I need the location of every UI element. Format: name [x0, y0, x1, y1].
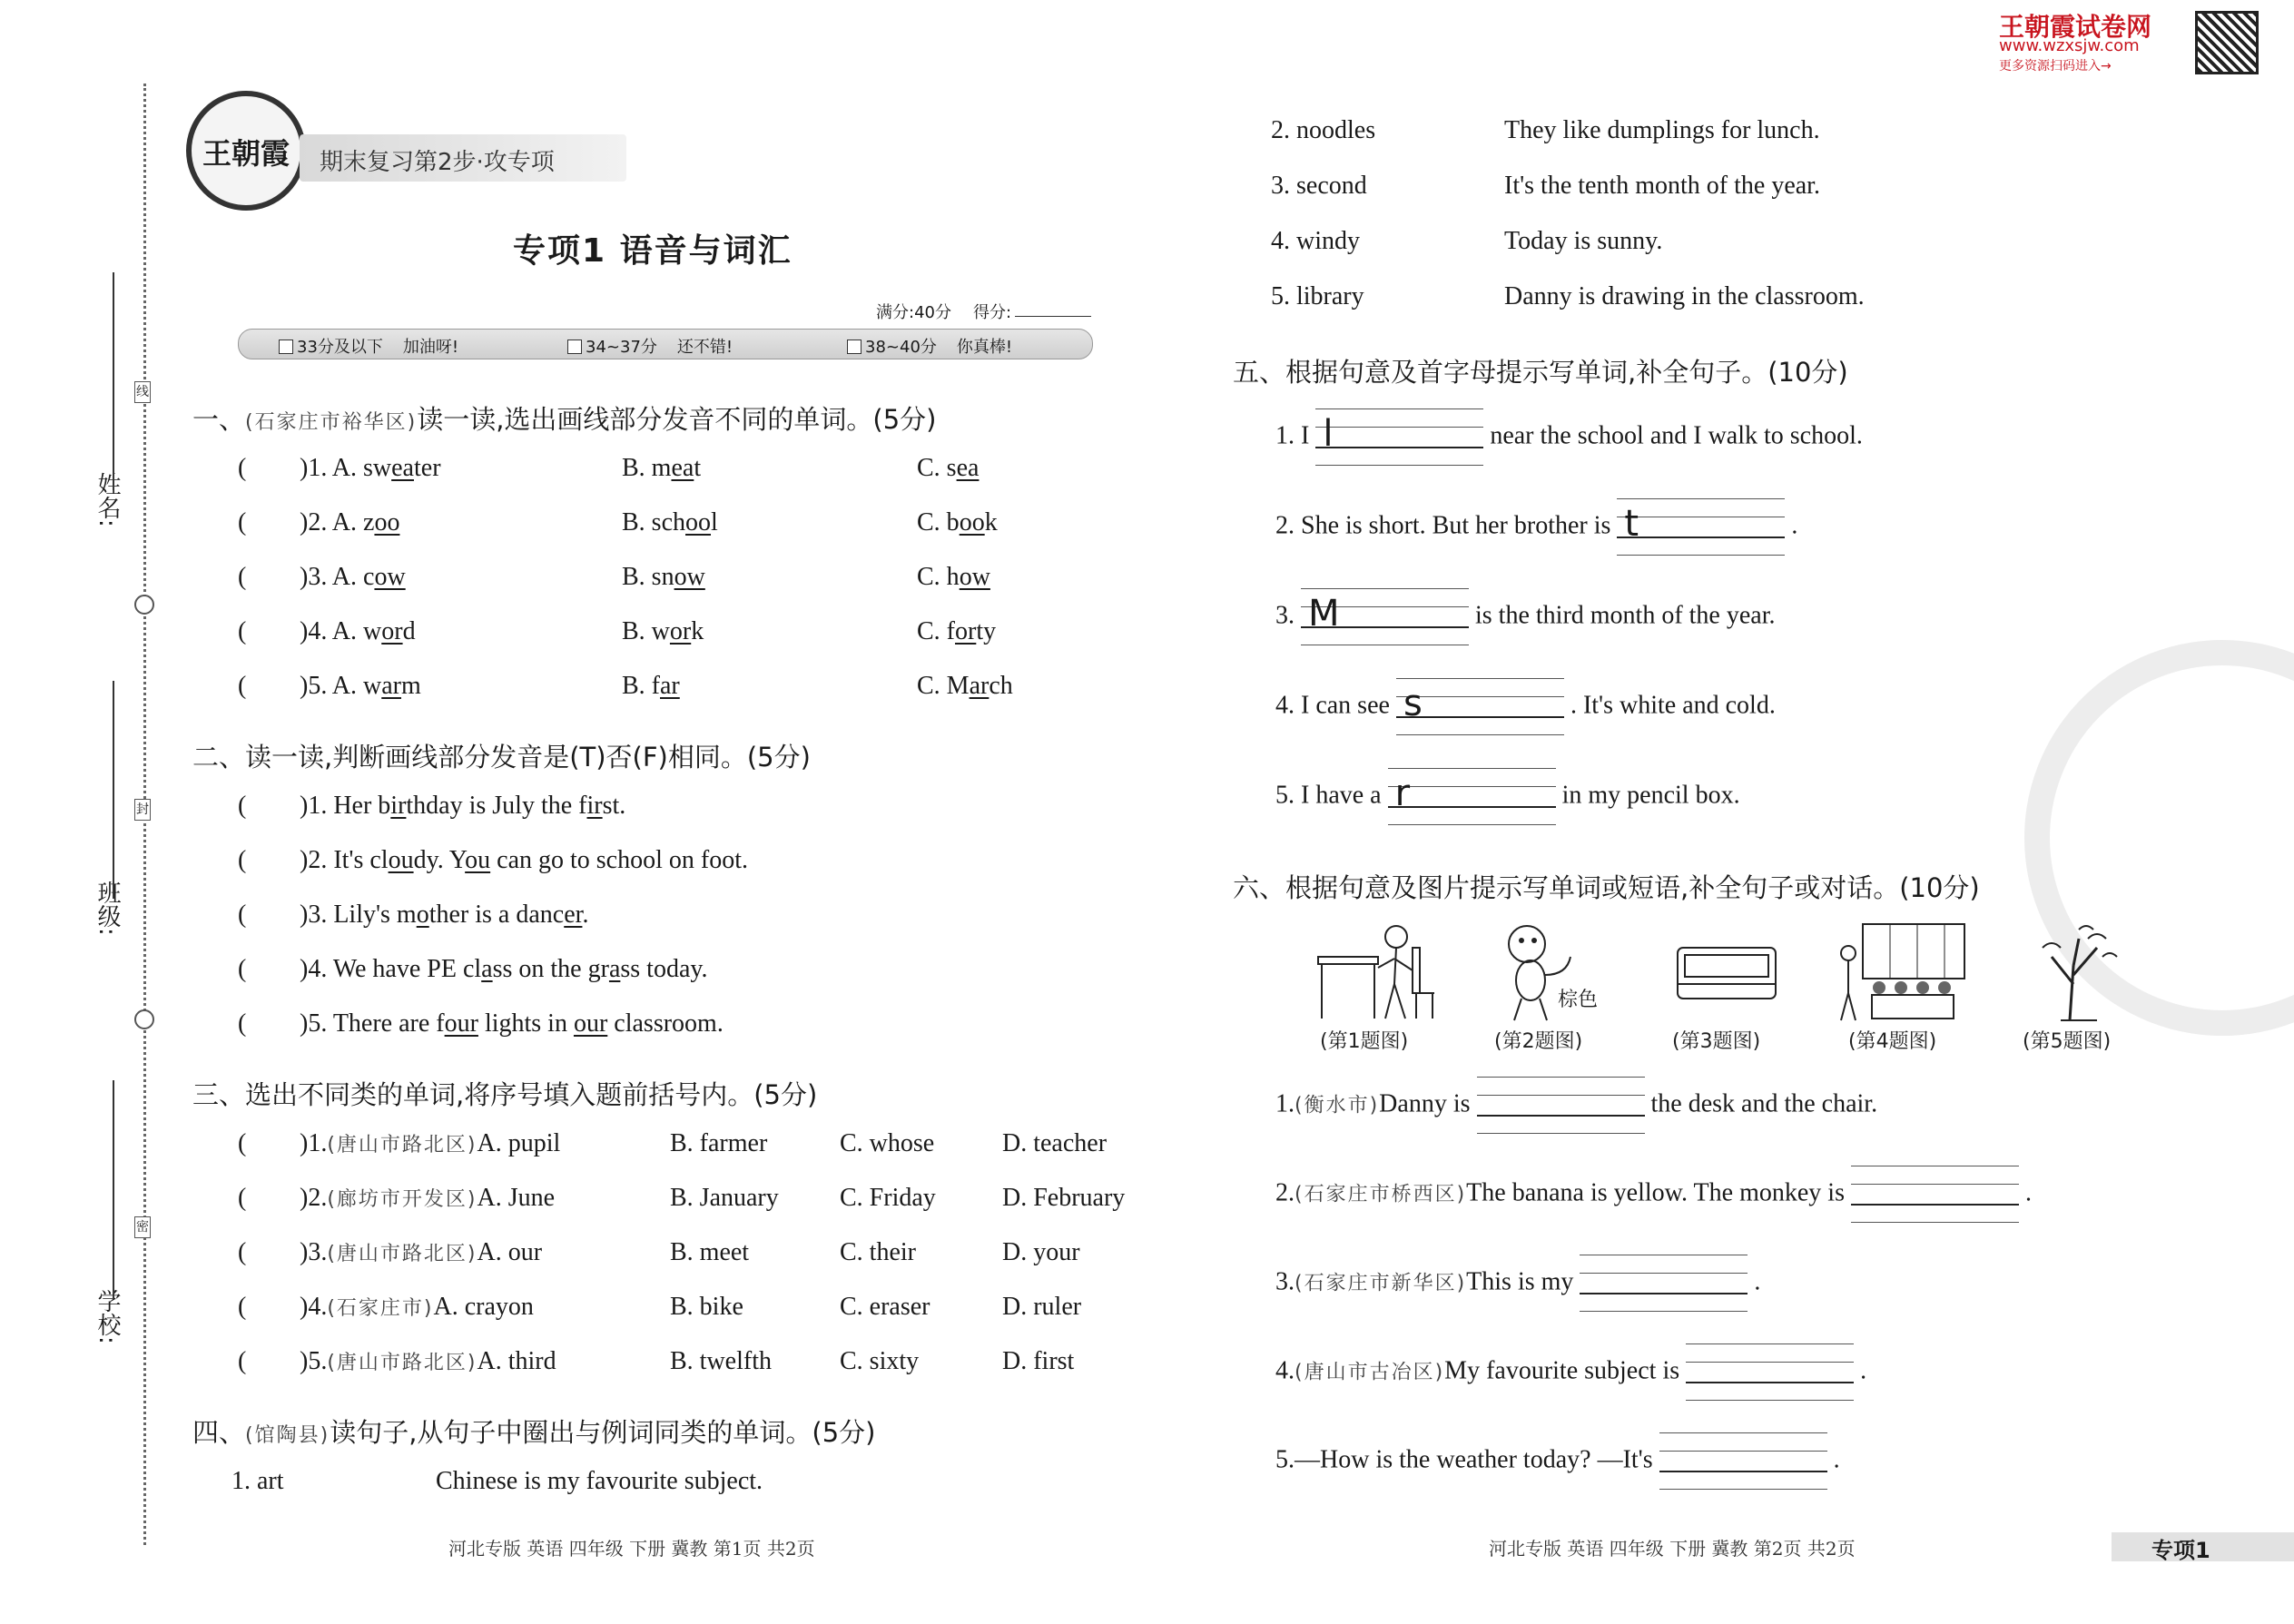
word-part: ty	[976, 617, 997, 645]
option-b: B. farmer	[670, 1129, 768, 1157]
picture-caption: (第4题图)	[1848, 1030, 1937, 1053]
fill-sentence	[1275, 768, 1740, 826]
footer-left: 河北专版 英语 四年级 下册 冀教 第1页 共2页	[448, 1538, 815, 1560]
school-field[interactable]	[113, 1080, 114, 1298]
option-b: B. twelfth	[670, 1347, 772, 1375]
section1-heading: 一、(石家庄市裕华区)读一读,选出画线部分发音不同的单词。(5分)	[192, 404, 937, 435]
item-number: 2.	[1275, 1178, 1295, 1207]
word-part: k	[984, 508, 998, 536]
word-part: m	[401, 672, 421, 700]
word-part: C. h	[917, 563, 960, 591]
school-label: 学校:	[94, 1289, 121, 1344]
binding-hole-icon	[134, 1009, 154, 1029]
option-b	[622, 508, 718, 537]
sentence-end: .	[1833, 1445, 1840, 1474]
rating-option[interactable]: 34~37分 还不错!	[567, 334, 733, 358]
first-letter-hint: t	[1624, 503, 1639, 545]
answer-bracket[interactable]: (	[238, 617, 247, 645]
text-part: ss today.	[620, 955, 708, 983]
option-a: A. our	[477, 1238, 543, 1266]
statement	[300, 1009, 724, 1038]
answer-writing-lines[interactable]	[1301, 588, 1469, 646]
sentence[interactable]: Chinese is my favourite subject.	[436, 1467, 763, 1495]
word-part: l	[711, 508, 718, 536]
binding-hole-icon	[134, 595, 154, 615]
seal-char: 密	[134, 1216, 151, 1238]
text-part: ss on the gr	[492, 955, 609, 983]
answer-writing-lines[interactable]	[1659, 1432, 1827, 1491]
section6-heading: 六、根据句意及图片提示写单词或短语,补全句子或对话。(10分)	[1233, 872, 1980, 903]
item-number	[300, 1347, 556, 1376]
item-number	[300, 1238, 542, 1267]
answer-writing-lines[interactable]	[1477, 1077, 1645, 1135]
option-b	[622, 672, 680, 701]
fill-sentence	[1275, 1343, 1866, 1402]
option-a: A. June	[477, 1184, 556, 1212]
underlined-part: ou	[465, 846, 491, 874]
item-number	[300, 1129, 560, 1158]
underlined-part: or	[669, 617, 692, 645]
answer-writing-lines[interactable]	[1315, 408, 1483, 467]
option-a: A. third	[477, 1347, 556, 1375]
sentence-start: 2. She is short. But her brother is	[1275, 511, 1611, 540]
underlined-part: oo	[685, 508, 711, 536]
option-c: C. sixty	[840, 1347, 920, 1375]
text-part: )3. Lily's m	[300, 901, 417, 929]
option-b	[622, 563, 705, 592]
pencil-box-image	[1672, 939, 1781, 1011]
sentence-end: the desk and the chair.	[1650, 1089, 1878, 1118]
sentence-start: 1. I	[1275, 421, 1310, 450]
underlined-part: ow	[374, 563, 406, 591]
text-part: classroom.	[607, 1009, 724, 1038]
underlined-part: oo	[374, 508, 400, 536]
word-part: w	[363, 617, 382, 645]
option-a	[300, 672, 421, 701]
fill-sentence	[1275, 408, 1863, 467]
word-part: c	[363, 563, 375, 591]
sentence-start: —How is the weather today? —It's	[1295, 1445, 1653, 1474]
answer-writing-lines[interactable]	[1851, 1166, 2019, 1224]
word-part: C. f	[917, 617, 955, 645]
option-c	[917, 617, 996, 646]
underlined-part: ea	[956, 454, 980, 482]
item-number: 5.	[1275, 1445, 1295, 1474]
underlined-part: ar	[660, 672, 680, 700]
region-tag: (唐山市路北区)	[327, 1352, 478, 1374]
statement	[300, 846, 748, 875]
underlined-part: a	[481, 955, 493, 983]
rating-bar	[238, 329, 1093, 359]
answer-bracket[interactable]: (	[238, 792, 247, 820]
region-tag: (廊坊市开发区)	[327, 1188, 478, 1211]
text-part: lights in	[478, 1009, 574, 1038]
sentence-end: is the third month of the year.	[1475, 601, 1776, 630]
option-d: D. ruler	[1002, 1293, 1082, 1321]
region-tag: (衡水市)	[1295, 1094, 1380, 1117]
picture-caption: (第3题图)	[1672, 1030, 1761, 1053]
example-word: 3. second	[1271, 172, 1367, 200]
word-part: B. m	[622, 454, 672, 482]
region-tag: (石家庄市)	[327, 1297, 434, 1320]
sentence-end: . It's white and cold.	[1570, 691, 1776, 720]
option-c: C. Friday	[840, 1184, 936, 1212]
option-a	[300, 563, 406, 592]
answer-bracket[interactable]: (	[238, 672, 247, 700]
text-part: dy. Y	[413, 846, 466, 874]
word-part: B. sn	[622, 563, 674, 591]
rating-option[interactable]: 33分及以下 加油呀!	[279, 334, 458, 358]
answer-bracket[interactable]: (	[238, 1009, 247, 1038]
item-number	[300, 1293, 534, 1322]
word-part: ch	[989, 672, 1013, 700]
item-number: )5.	[300, 1347, 328, 1375]
option-c: C. whose	[840, 1129, 935, 1157]
item-number: )1.	[300, 1129, 328, 1157]
site-name: 王朝霞试卷网	[1999, 12, 2152, 42]
word-part: t	[694, 454, 702, 482]
option-d: D. February	[1002, 1184, 1126, 1212]
statement	[300, 901, 588, 930]
text-part: .	[582, 901, 589, 929]
option-b: B. January	[670, 1184, 779, 1212]
fill-sentence	[1275, 1077, 1877, 1135]
section3-heading: 三、选出不同类的单词,将序号填入题前括号内。(5分)	[192, 1079, 818, 1110]
footer-right: 河北专版 英语 四年级 下册 冀教 第2页 共2页	[1489, 1538, 1856, 1560]
windy-tree-image	[2024, 920, 2124, 1025]
seal-char: 线	[134, 381, 151, 403]
first-letter-hint: l	[1323, 413, 1334, 455]
text-part: )2. It's cl	[300, 846, 389, 874]
text-part: ther is a danc	[428, 901, 565, 929]
sentence-start: The banana is yellow. The monkey is	[1466, 1178, 1845, 1207]
site-url[interactable]: www.wzxsjw.com	[1999, 36, 2140, 55]
section4-heading: 四、(馆陶县)读句子,从句子中圈出与例词同类的单词。(5分)	[192, 1417, 876, 1448]
answer-writing-lines[interactable]	[1388, 768, 1556, 826]
option-d: D. teacher	[1002, 1129, 1108, 1157]
word-part: C. b	[917, 508, 960, 536]
sentence-start: 3.	[1275, 601, 1295, 630]
option-a: A. pupil	[477, 1129, 561, 1157]
sentence-end: .	[1791, 511, 1798, 540]
text-part: thday is July the f	[406, 792, 587, 820]
text-part: )1. Her b	[300, 792, 391, 820]
underlined-part: ar	[969, 672, 989, 700]
rating-option[interactable]: 38~40分 你真棒!	[847, 334, 1012, 358]
sentence-start: Danny is	[1379, 1089, 1471, 1118]
option-b	[622, 617, 704, 646]
underlined-part: ar	[381, 672, 401, 700]
option-a	[300, 617, 416, 646]
sentence-start: 5. I have a	[1275, 781, 1382, 810]
text-part: can go to school on foot.	[490, 846, 748, 874]
underlined-part: ir	[390, 792, 407, 820]
fill-sentence	[1275, 1166, 2032, 1224]
word-part: z	[363, 508, 375, 536]
word-part: sw	[363, 454, 392, 482]
word-part: B. w	[622, 617, 670, 645]
sentence-end: in my pencil box.	[1561, 781, 1740, 810]
option-c	[917, 672, 1013, 701]
word-part: d	[402, 617, 416, 645]
score-label: 得分:	[973, 303, 1012, 322]
region-tag: (唐山市路北区)	[327, 1243, 478, 1265]
option-c	[917, 563, 990, 592]
answer-bracket[interactable]: (	[238, 901, 247, 929]
classroom-students-image	[1836, 920, 1972, 1025]
text-part: )5. There are f	[300, 1009, 445, 1038]
answer-bracket[interactable]: (	[238, 1347, 247, 1375]
answer-bracket[interactable]: (	[238, 955, 247, 983]
item-number: )4. A.	[300, 617, 363, 645]
answer-bracket[interactable]: (	[238, 508, 247, 536]
sentence[interactable]: Danny is drawing in the classroom.	[1504, 282, 1865, 310]
banner	[300, 134, 626, 182]
option-c	[917, 508, 998, 537]
word-part: ter	[413, 454, 441, 482]
item-number: 3.	[1275, 1267, 1295, 1296]
region-tag: (唐山市古冶区)	[1295, 1361, 1445, 1384]
answer-writing-lines[interactable]	[1396, 678, 1564, 736]
answer-writing-lines[interactable]	[1686, 1343, 1854, 1402]
score-field[interactable]	[1015, 316, 1091, 317]
underlined-part: ow	[674, 563, 705, 591]
option-d: D. your	[1002, 1238, 1080, 1266]
item-number: )1. A.	[300, 454, 363, 482]
seal-char: 封	[134, 799, 151, 821]
option-c	[917, 454, 979, 483]
sentence-end: .	[1754, 1267, 1761, 1296]
option-b: B. meet	[670, 1238, 750, 1266]
sentence-end: .	[1860, 1356, 1867, 1385]
item-number: 4.	[1275, 1356, 1295, 1385]
word-part: k	[691, 617, 704, 645]
underlined-part: a	[608, 955, 621, 983]
option-d: D. first	[1002, 1347, 1075, 1375]
boy-between-desk-chair-image	[1314, 920, 1442, 1025]
text-part: )4. We have PE cl	[300, 955, 482, 983]
answer-bracket[interactable]: (	[238, 1129, 247, 1157]
option-a	[300, 454, 441, 483]
underlined-part: er	[564, 901, 583, 929]
logo-text: 王朝霞	[202, 136, 290, 171]
sentence[interactable]: They like dumplings for lunch.	[1504, 116, 1820, 144]
fill-sentence	[1275, 498, 1797, 556]
text-part: st.	[602, 792, 626, 820]
first-letter-hint: M	[1308, 593, 1340, 635]
section5-heading: 五、根据句意及首字母提示写单词,补全句子。(10分)	[1233, 357, 1848, 388]
sentence[interactable]: It's the tenth month of the year.	[1504, 172, 1820, 200]
first-letter-hint: r	[1394, 773, 1411, 814]
region-tag: (唐山市路北区)	[327, 1134, 478, 1156]
item-number: )2. A.	[300, 508, 363, 536]
qr-code-icon[interactable]	[2195, 11, 2259, 74]
word-part: B. sch	[622, 508, 685, 536]
fill-sentence	[1275, 678, 1776, 736]
banner-text: 期末复习第2步·攻专项	[320, 149, 555, 176]
answer-bracket[interactable]: (	[238, 563, 247, 591]
sentence-start: My favourite subject is	[1444, 1356, 1680, 1385]
picture-caption: (第1题图)	[1320, 1030, 1409, 1053]
answer-writing-lines[interactable]	[1580, 1255, 1748, 1313]
class-field[interactable]	[113, 681, 114, 899]
underlined-part: oo	[959, 508, 985, 536]
item-number	[300, 1184, 555, 1213]
option-a	[300, 508, 399, 537]
pic2-label: 棕色	[1558, 989, 1599, 1011]
underlined-part: our	[573, 1009, 608, 1038]
underlined-part: ou	[388, 846, 414, 874]
item-number: )4.	[300, 1293, 328, 1321]
answer-bracket[interactable]: (	[238, 1238, 247, 1266]
section2-heading: 二、读一读,判断画线部分发音是(T)否(F)相同。(5分)	[192, 742, 811, 773]
class-label: 班级:	[94, 881, 121, 936]
item-number: )2.	[300, 1184, 328, 1212]
region-tag: (石家庄市裕华区)	[245, 411, 418, 434]
example-word: 5. library	[1271, 282, 1364, 310]
statement	[300, 792, 625, 821]
brand-logo	[186, 91, 306, 211]
underlined-part: our	[444, 1009, 478, 1038]
word-part: C. M	[917, 672, 970, 700]
answer-bracket[interactable]: (	[238, 846, 247, 874]
word-part: w	[363, 672, 382, 700]
underlined-part: ir	[586, 792, 603, 820]
footer-tag: 专项1	[2151, 1538, 2210, 1563]
sentence-start: 4. I can see	[1275, 691, 1390, 720]
first-letter-hint: s	[1403, 683, 1423, 724]
answer-bracket[interactable]: (	[238, 1293, 247, 1321]
example-word: 1. art	[231, 1467, 284, 1495]
underlined-part: ea	[671, 454, 694, 482]
option-b	[622, 454, 701, 483]
fill-sentence	[1275, 1432, 1840, 1491]
region-tag: (馆陶县)	[245, 1424, 330, 1447]
item-number: )3.	[300, 1238, 328, 1266]
sentence-end: near the school and I walk to school.	[1490, 421, 1863, 450]
item-number: 1.	[1275, 1089, 1295, 1118]
sentence-end: .	[2024, 1178, 2032, 1207]
option-c: C. their	[840, 1238, 916, 1266]
underlined-part: ow	[959, 563, 990, 591]
word-part: B. f	[622, 672, 660, 700]
picture-caption: (第2题图)	[1494, 1030, 1583, 1053]
option-b: B. bike	[670, 1293, 743, 1321]
page-title: 专项1 语音与词汇	[513, 232, 793, 270]
underlined-part: o	[416, 901, 429, 929]
region-tag: (石家庄市桥西区)	[1295, 1183, 1467, 1206]
item-number: )5. A.	[300, 672, 363, 700]
answer-bracket[interactable]: (	[238, 454, 247, 482]
name-label: 姓名:	[94, 472, 121, 527]
example-word: 4. windy	[1271, 227, 1360, 255]
underlined-part: or	[381, 617, 403, 645]
option-a: A. crayon	[433, 1293, 534, 1321]
answer-writing-lines[interactable]	[1617, 498, 1785, 556]
sentence-start: This is my	[1466, 1267, 1574, 1296]
picture-caption: (第5题图)	[2023, 1030, 2112, 1053]
statement	[300, 955, 708, 984]
word-part: C. s	[917, 454, 957, 482]
example-word: 2. noodles	[1271, 116, 1376, 144]
fill-sentence	[1275, 1255, 1760, 1313]
region-tag: (石家庄市新华区)	[1295, 1272, 1467, 1295]
sentence[interactable]: Today is sunny.	[1504, 227, 1663, 255]
underlined-part: ea	[391, 454, 414, 482]
fill-sentence	[1275, 588, 1776, 646]
answer-bracket[interactable]: (	[238, 1184, 247, 1212]
full-score: 满分:40分	[876, 303, 951, 322]
site-more[interactable]: 更多资源扫码进入→	[1999, 59, 2112, 74]
item-number: )3. A.	[300, 563, 363, 591]
option-c: C. eraser	[840, 1293, 930, 1321]
name-field[interactable]	[113, 272, 114, 490]
underlined-part: or	[955, 617, 977, 645]
